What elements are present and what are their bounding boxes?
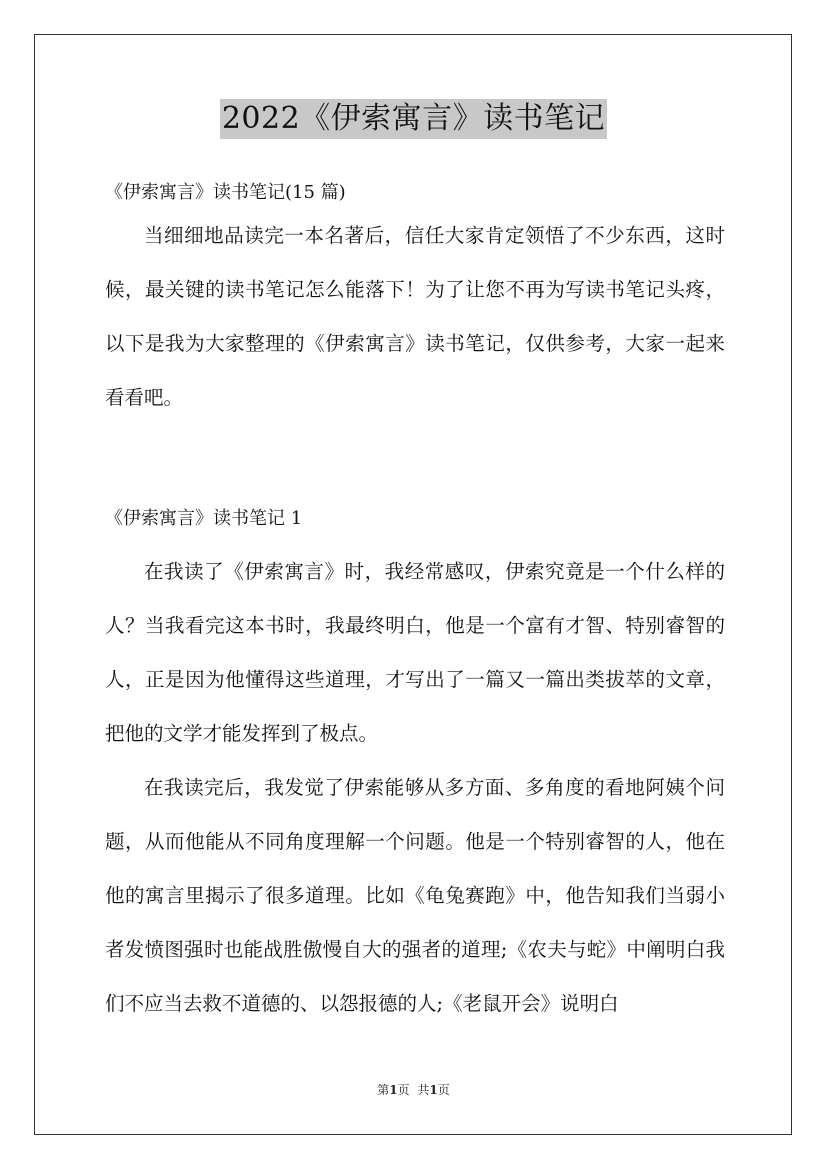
section-heading: 《伊索寓言》读书笔记 1 — [105, 508, 303, 529]
page-number: 1 — [389, 1083, 398, 1097]
page-label-prefix: 第 — [377, 1083, 390, 1097]
title-container — [0, 99, 827, 139]
intro-paragraph: 当细细地品读完一本名著后，信任大家肯定领悟了不少东西，这时候，最关键的读书笔记怎么能落下！为了让您不再为写读书笔记头疼，以下是我为大家整理的《伊索寓言》读书笔记，仅供参考，大家一起来看看吧。 — [105, 224, 725, 409]
body-paragraph-2: 在我读完后，我发觉了伊索能够从多方面、多角度的看地阿姨个问题，从而他能从不同角度理解一个问题。他是一个特别睿智的人，他在他的寓言里揭示了很多道理。比如《龟兔赛跑》中，他告知我们当弱小者发愤图强时也能战胜傲慢自大的强者的道理;《农夫与蛇》中阐明白我们不应当去救不道德的、以怨报德的人;《老鼠开会》说明白 — [105, 776, 725, 1015]
page-label-suffix: 页 — [397, 1083, 410, 1097]
total-pages: 1 — [429, 1083, 438, 1097]
body-paragraph-1: 在我读了《伊索寓言》时，我经常感叹，伊索究竟是一个什么样的人？当我看完这本书时，我最终明白，他是一个富有才智、特别睿智的人，正是因为他懂得这些道理，才写出了一篇又一篇出类拔萃的文章，把他的文学才能发挥到了极点。 — [105, 560, 725, 745]
total-label-suffix: 页 — [437, 1083, 450, 1097]
page-footer — [0, 1082, 827, 1098]
total-label-prefix: 共 — [417, 1083, 430, 1097]
document-title: 2022《伊索寓言》读书笔记 — [220, 99, 607, 139]
document-subtitle: 《伊索寓言》读书笔记(15 篇) — [105, 182, 346, 203]
